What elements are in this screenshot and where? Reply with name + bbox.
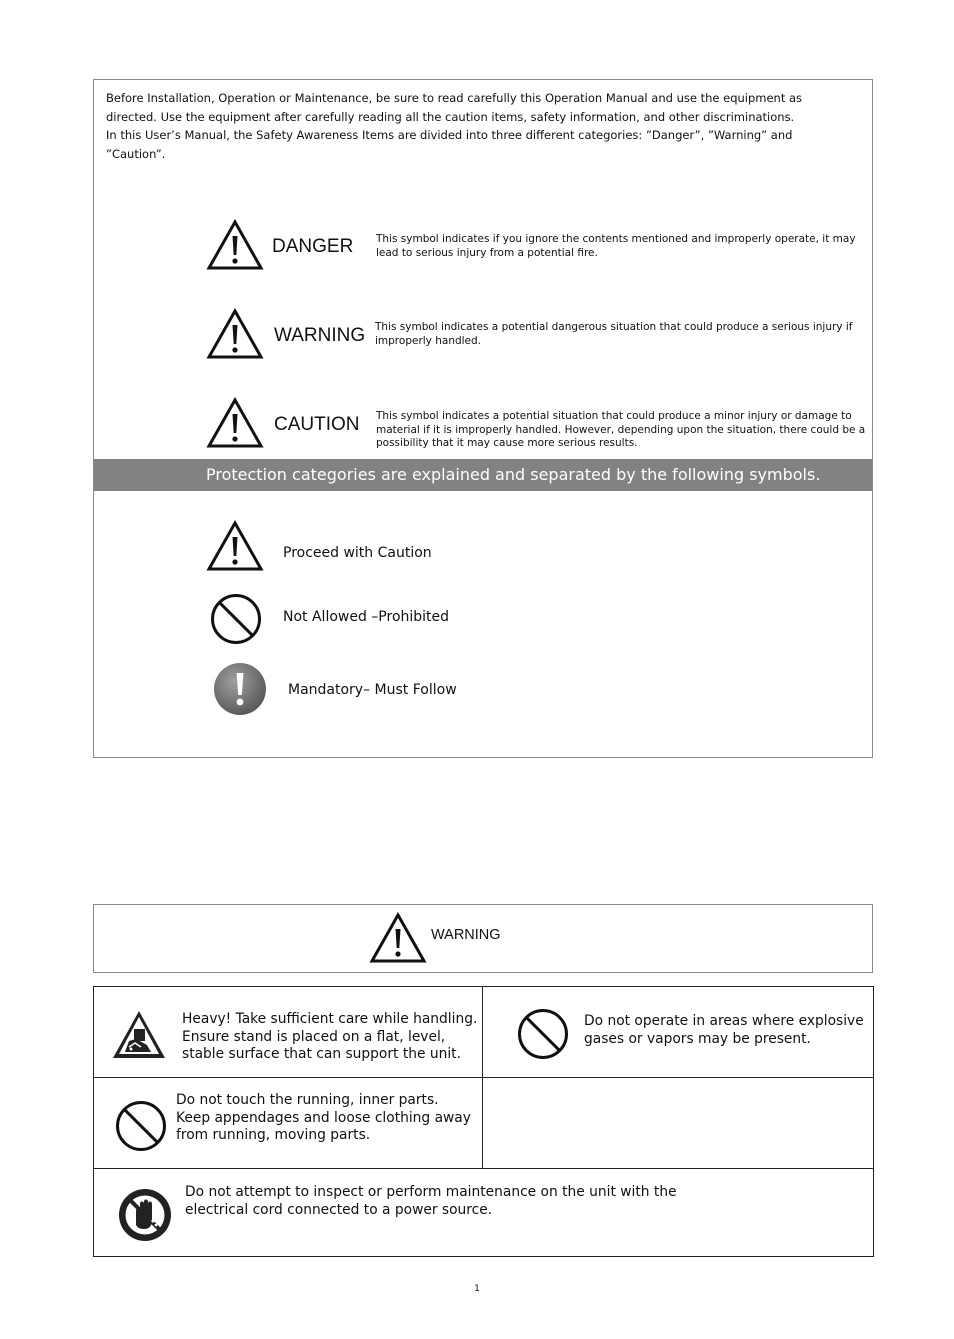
intro-text bbox=[106, 89, 846, 163]
warning-text-line: stable surface that can support the unit. bbox=[182, 1046, 461, 1063]
intro-line: In this User’s Manual, the Safety Awareness Items are divided into three different categories: ”Danger”, ”Warning” and bbox=[106, 128, 793, 143]
warning-explosive-cell bbox=[483, 987, 873, 1077]
warning-triangle-icon bbox=[206, 520, 264, 572]
warning-text-line: from running, moving parts. bbox=[176, 1127, 371, 1144]
level-description: This symbol indicates if you ignore the contents mentioned and improperly operate, it may lead to serious injury from a potential fire. bbox=[376, 233, 856, 259]
safety-categories-box bbox=[93, 79, 873, 758]
warning-electrical-cell bbox=[94, 1169, 873, 1257]
warning-table bbox=[93, 986, 874, 1257]
warning-header-label: WARNING bbox=[431, 927, 501, 943]
intro-line: Before Installation, Operation or Maintenance, be sure to read carefully this Operation Manual and use the equipment as bbox=[106, 91, 803, 105]
warning-text-line: Do not operate in areas where explosive bbox=[584, 1013, 864, 1029]
warning-triangle-icon bbox=[206, 397, 264, 449]
mandatory-icon bbox=[206, 660, 266, 720]
warning-triangle-icon bbox=[369, 912, 427, 964]
level-name: WARNING bbox=[274, 325, 366, 346]
level-description: This symbol indicates a potential situation that could produce a minor injury or damage to material if it is improperly handled. However, depending upon the situation, there could be a possibility that it may cause more serious results. bbox=[376, 410, 866, 450]
symbol-label: Not Allowed –Prohibited bbox=[283, 609, 450, 625]
prohibited-icon bbox=[114, 1099, 168, 1153]
no-touch-hand-icon bbox=[117, 1187, 173, 1243]
warning-triangle-icon bbox=[206, 219, 264, 271]
warning-heavy-cell bbox=[94, 987, 482, 1077]
level-name: DANGER bbox=[272, 236, 354, 257]
warning-moving-parts-cell bbox=[94, 1078, 482, 1168]
page-number: 1 bbox=[474, 1284, 480, 1294]
warning-text-line: gases or vapors may be present. bbox=[584, 1030, 811, 1047]
warning-text-line: Do not attempt to inspect or perform maintenance on the unit with the bbox=[185, 1184, 677, 1200]
prohibited-icon bbox=[516, 1007, 570, 1061]
intro-line: ”Caution”. bbox=[106, 146, 166, 161]
symbol-label: Mandatory– Must Follow bbox=[288, 682, 457, 698]
warning-text-line: electrical cord connected to a power source. bbox=[185, 1201, 493, 1218]
warning-text-line: Do not touch the running, inner parts. bbox=[176, 1092, 439, 1108]
intro-line: directed. Use the equipment after carefully reading all the caution items, safety information, and other discriminations. bbox=[106, 109, 795, 124]
banner-text: Protection categories are explained and separated by the following symbols. bbox=[206, 465, 821, 484]
warning-text-line: Keep appendages and loose clothing away bbox=[176, 1109, 471, 1126]
heavy-weight-warning-icon bbox=[111, 1009, 167, 1061]
warning-text-line: Ensure stand is placed on a flat, level, bbox=[182, 1028, 446, 1045]
protection-banner bbox=[94, 459, 872, 491]
level-name: CAUTION bbox=[274, 414, 360, 435]
warning-text-line: Heavy! Take sufficient care while handling. bbox=[182, 1011, 478, 1027]
symbol-label: Proceed with Caution bbox=[283, 545, 432, 561]
prohibited-icon bbox=[206, 590, 264, 648]
warning-triangle-icon bbox=[206, 308, 264, 360]
level-description: This symbol indicates a potential dangerous situation that could produce a serious injury if improperly handled. bbox=[375, 321, 853, 347]
warning-header-box bbox=[93, 904, 873, 973]
